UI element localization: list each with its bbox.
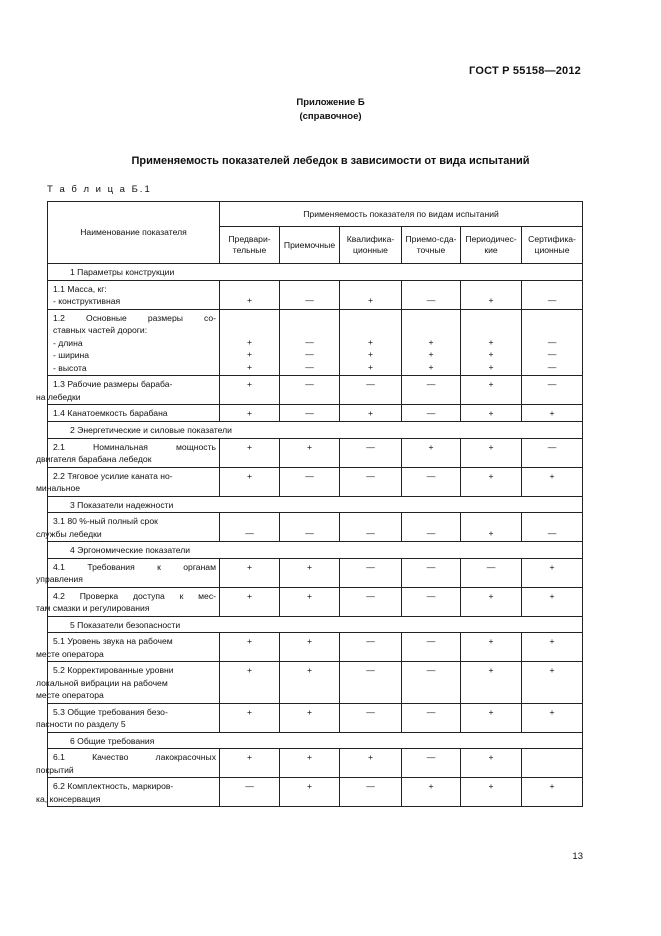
table-cell: — [522,438,583,467]
table-cell: + [402,438,461,467]
table-cell: + [220,633,280,662]
table-cell: — [340,513,402,542]
table-cell: — [280,467,340,496]
document-title: Применяемость показателей лебедок в зависимости от вида испытаний [131,155,530,167]
table-cell: + [461,633,522,662]
table-cell: — [402,405,461,422]
section-title: 3 Показатели надежности [48,496,583,513]
table-cell: + [461,513,522,542]
table-cell: — [340,778,402,807]
indicator-name: 4.2 Проверка доступа к мес- там смазки и регулирования [48,587,220,616]
table-cell: — — — [280,309,340,376]
table-cell: — [402,467,461,496]
table-cell: + [522,405,583,422]
appendix-type: (справочное) [299,111,362,122]
table-cell: — [461,558,522,587]
table-cell: + [280,703,340,732]
table-cell: — [402,280,461,309]
table-row [48,280,583,309]
table-row [48,662,583,704]
table-row [48,703,583,732]
table-cell: + [220,376,280,405]
table-cell: + [522,587,583,616]
table-cell: — [402,376,461,405]
table-cell [522,749,583,778]
table-cell: + [461,438,522,467]
table-cell: + [220,703,280,732]
table-section-row [48,496,583,513]
table-cell: + [522,778,583,807]
table-cell: — [340,467,402,496]
table-cell: + [522,467,583,496]
indicator-name: 5.1 Уровень звука на рабочем месте оператора [48,633,220,662]
indicator-name: 1.1 Масса, кг: - конструктивная [48,280,220,309]
section-title: 6 Общие требования [48,732,583,749]
table-cell: + [522,633,583,662]
table-cell: — [402,513,461,542]
table-cell: — — — [522,309,583,376]
page-number: 13 [572,851,583,862]
header-col-qualification: Квалифика- ционные [340,227,402,264]
table-cell: + [280,749,340,778]
table-cell: — [340,558,402,587]
appendix-title: Приложение Б [296,97,365,108]
table-cell: — [340,587,402,616]
table-row [48,587,583,616]
table-cell: + [220,749,280,778]
indicator-name: 1.4 Канатоемкость барабана [48,405,220,422]
header-col-acceptance: Приемочные [280,227,340,264]
table-header-row [48,202,583,227]
table-cell: + [522,558,583,587]
table-row [48,467,583,496]
header-col-preliminary: Предвари- тельные [220,227,280,264]
table-cell: + [220,558,280,587]
table-cell: — [280,376,340,405]
table-row [48,438,583,467]
table-row [48,376,583,405]
header-col-delivery: Приемо-сда- точные [402,227,461,264]
table-cell: + [220,662,280,704]
table-cell: + + + [220,309,280,376]
table-cell: — [340,662,402,704]
section-title: 4 Эргономические показатели [48,542,583,559]
table-cell: — [220,778,280,807]
table-cell: + [461,778,522,807]
table-cell: + [220,280,280,309]
table-cell: + [522,703,583,732]
table-row [48,749,583,778]
table-cell: + [461,376,522,405]
table-cell: + [220,405,280,422]
indicator-name: 2.2 Тяговое усилие каната но- минальное [48,467,220,496]
indicator-name: 4.1 Требования к органам управления [48,558,220,587]
table-cell: + [461,280,522,309]
table-cell: + [280,558,340,587]
section-title: 2 Энергетические и силовые показатели [48,422,583,439]
table-cell: + [522,662,583,704]
table-cell: — [522,376,583,405]
table-cell: — [402,749,461,778]
table-cell: — [340,703,402,732]
indicator-name: 5.3 Общие требования безо- пасности по разделу 5 [48,703,220,732]
table-cell: + + + [340,309,402,376]
table-section-row [48,264,583,281]
table-cell: — [402,633,461,662]
table-cell: + + + [461,309,522,376]
table-section-row [48,542,583,559]
table-cell: + [461,703,522,732]
table-cell: + [280,662,340,704]
table-cell: + [220,438,280,467]
table-cell: + [461,405,522,422]
table-row [48,309,583,376]
table-cell: + [461,662,522,704]
table-cell: — [220,513,280,542]
indicator-name: 1.3 Рабочие размеры бараба- на лебедки [48,376,220,405]
indicator-name: 5.2 Корректированные уровни локальной вибрации на рабочем месте оператора [48,662,220,704]
header-col-certification: Сертифика- ционные [522,227,583,264]
table-cell: + [461,749,522,778]
indicator-name: 6.2 Комплектность, маркиров- ка, консервация [48,778,220,807]
table-row [48,513,583,542]
table-cell: — [340,438,402,467]
table-row [48,558,583,587]
table-cell: — [340,376,402,405]
table-label: Т а б л и ц а Б.1 [47,184,152,195]
table-cell: + [280,633,340,662]
header-col-periodic: Периодичес- кие [461,227,522,264]
table-cell: + [340,280,402,309]
table-section-row [48,422,583,439]
appendix-heading [0,96,661,124]
applicability-table [36,201,583,807]
table-cell: + [220,467,280,496]
table-cell: — [402,662,461,704]
table-row [48,405,583,422]
table-cell: + [340,749,402,778]
table-cell: + [461,467,522,496]
indicator-name: 3.1 80 %-ный полный срок службы лебедки [48,513,220,542]
indicator-name: 1.2 Основные размеры со- ставных частей дороги: - длина - ширина - высота [48,309,220,376]
table-cell: — [280,280,340,309]
table-cell: + [280,587,340,616]
table-cell: + [280,438,340,467]
table-cell: — [522,513,583,542]
table-row [48,778,583,807]
section-title: 5 Показатели безопасности [48,616,583,633]
table-cell: + + + [402,309,461,376]
table-cell: + [461,587,522,616]
table-cell: + [340,405,402,422]
table-cell: — [340,633,402,662]
indicator-name: 6.1 Качество лакокрасочных покрытий [48,749,220,778]
table-row [48,633,583,662]
table-cell: — [522,280,583,309]
section-title: 1 Параметры конструкции [48,264,583,281]
table-cell: + [220,587,280,616]
table-cell: — [402,703,461,732]
table-cell: + [402,778,461,807]
table-cell: — [402,587,461,616]
table-cell: — [402,558,461,587]
table-cell: — [280,405,340,422]
table-cell: — [280,513,340,542]
standard-number: ГОСТ Р 55158—2012 [469,65,581,77]
table-section-row [48,616,583,633]
header-indicator-name: Наименование показателя [48,202,220,264]
table-section-row [48,732,583,749]
header-test-types: Применяемость показателя по видам испытаний [220,202,583,227]
indicator-name: 2.1 Номинальная мощность двигателя барабана лебедок [48,438,220,467]
table-cell: + [280,778,340,807]
